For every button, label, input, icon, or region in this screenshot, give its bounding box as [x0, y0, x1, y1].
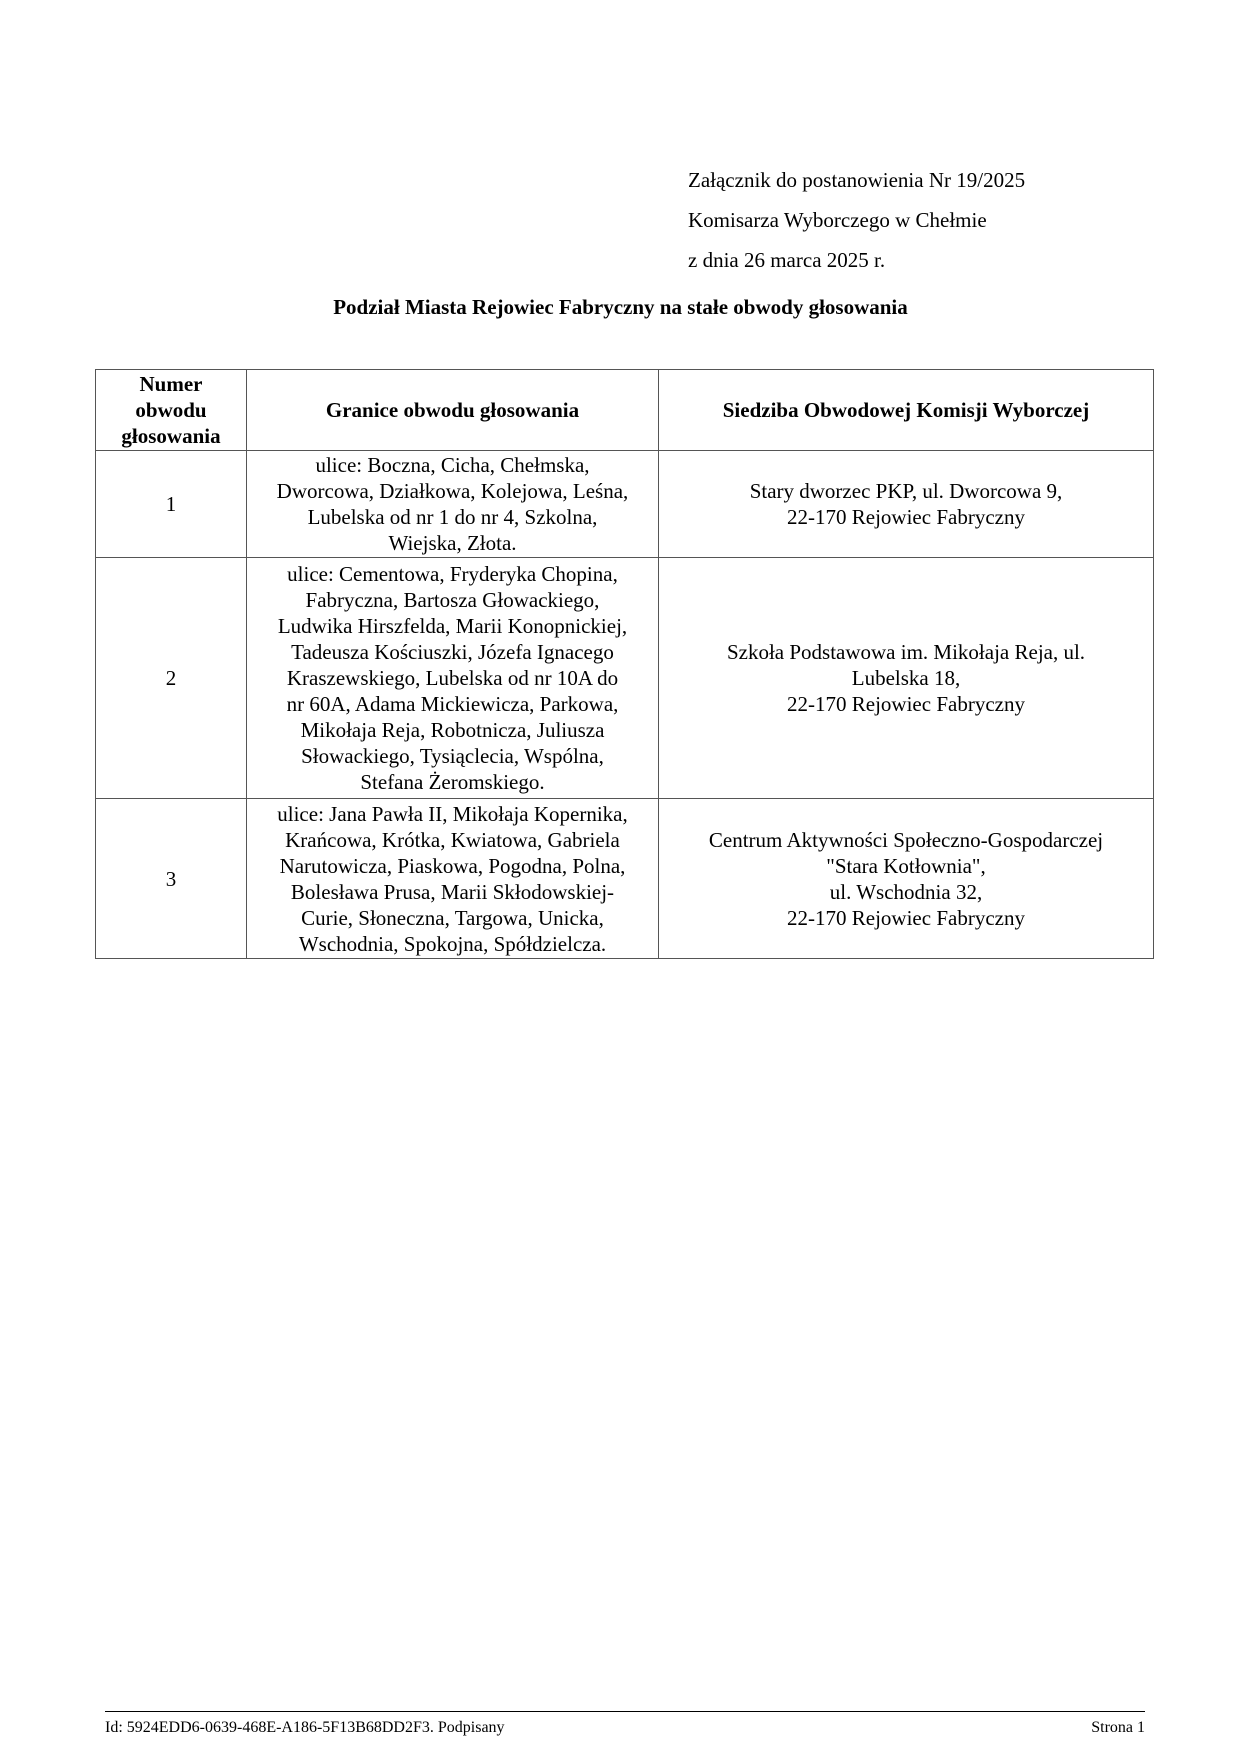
commission-seat-cell	[659, 558, 1154, 799]
attachment-line-3: z dnia 26 marca 2025 r.	[688, 248, 886, 272]
attachment-line-1: Załącznik do postanowienia Nr 19/2025	[688, 168, 1026, 192]
table-row	[96, 799, 1154, 959]
table-header-row	[96, 370, 1154, 451]
boundary-line: Dworcowa, Działkowa, Kolejowa, Leśna,	[276, 479, 629, 503]
boundary-line: Fabryczna, Bartosza Głowackiego,	[305, 588, 600, 612]
header-line: głosowania	[121, 424, 221, 448]
seat-line: ul. Wschodnia 32,	[829, 879, 983, 904]
boundary-line: ulice: Boczna, Cicha, Chełmska,	[315, 453, 590, 477]
commission-seat-cell	[659, 451, 1154, 558]
boundary-line: Stefana Żeromskiego.	[360, 770, 545, 794]
seat-line: Stary dworzec PKP, ul. Dworcowa 9,	[749, 479, 1063, 503]
seat-line: Centrum Aktywności Społeczno-Gospodarczej	[708, 827, 1104, 852]
boundary-line: Bolesława Prusa, Marii Skłodowskiej-	[290, 879, 615, 904]
header-district-boundaries: Granice obwodu głosowania	[247, 370, 659, 451]
attachment-line-2: Komisarza Wyborczego w Chełmie	[688, 208, 987, 232]
district-boundaries-cell	[247, 451, 659, 558]
district-number-cell: 2	[96, 558, 247, 799]
seat-line: Szkoła Podstawowa im. Mikołaja Reja, ul.	[726, 640, 1086, 664]
boundary-line: ulice: Cementowa, Fryderyka Chopina,	[287, 562, 618, 586]
boundary-line: Wiejska, Złota.	[388, 531, 517, 555]
footer-divider	[105, 1711, 1145, 1712]
boundary-line: Curie, Słoneczna, Targowa, Unicka,	[301, 905, 604, 930]
commission-seat-cell	[659, 799, 1154, 959]
header-line: obwodu	[135, 398, 207, 422]
table-row	[96, 451, 1154, 558]
header-commission-seat: Siedziba Obwodowej Komisji Wyborczej	[659, 370, 1154, 451]
seat-line: 22-170 Rejowiec Fabryczny	[787, 692, 1025, 716]
header-district-number	[96, 370, 247, 451]
boundary-line: Krańcowa, Krótka, Kwiatowa, Gabriela	[285, 827, 620, 852]
boundary-line: Słowackiego, Tysiąclecia, Wspólna,	[301, 744, 604, 768]
boundary-line: Narutowicza, Piaskowa, Pogodna, Polna,	[279, 853, 626, 878]
boundary-line: Mikołaja Reja, Robotnicza, Juliusza	[300, 718, 605, 742]
attachment-header	[688, 160, 1025, 280]
boundary-line: Wschodnia, Spokojna, Spółdzielcza.	[298, 931, 607, 956]
document-title: Podział Miasta Rejowiec Fabryczny na stałe obwody głosowania	[333, 295, 908, 319]
table-row	[96, 558, 1154, 799]
boundary-line: Ludwika Hirszfelda, Marii Konopnickiej,	[277, 614, 628, 638]
boundary-line: nr 60A, Adama Mickiewicza, Parkowa,	[286, 692, 619, 716]
seat-line: 22-170 Rejowiec Fabryczny	[787, 905, 1025, 930]
document-id: Id: 5924EDD6-0639-468E-A186-5F13B68DD2F3. Podpisany	[105, 1719, 505, 1736]
boundary-line: Tadeusza Kościuszki, Józefa Ignacego	[291, 640, 614, 664]
voting-districts-table	[95, 369, 1154, 959]
district-number-cell: 1	[96, 451, 247, 558]
seat-line: Lubelska 18,	[851, 666, 961, 690]
district-boundaries-cell	[247, 558, 659, 799]
district-boundaries-cell	[247, 799, 659, 959]
page-number: Strona 1	[1091, 1719, 1145, 1736]
boundary-line: Lubelska od nr 1 do nr 4, Szkolna,	[307, 505, 598, 529]
boundary-line: ulice: Jana Pawła II, Mikołaja Kopernika,	[277, 801, 628, 826]
district-number-cell: 3	[96, 799, 247, 959]
seat-line: "Stara Kotłownia",	[826, 853, 986, 878]
header-line: Numer	[139, 372, 203, 396]
boundary-line: Kraszewskiego, Lubelska od nr 10A do	[286, 666, 619, 690]
seat-line: 22-170 Rejowiec Fabryczny	[787, 505, 1025, 529]
